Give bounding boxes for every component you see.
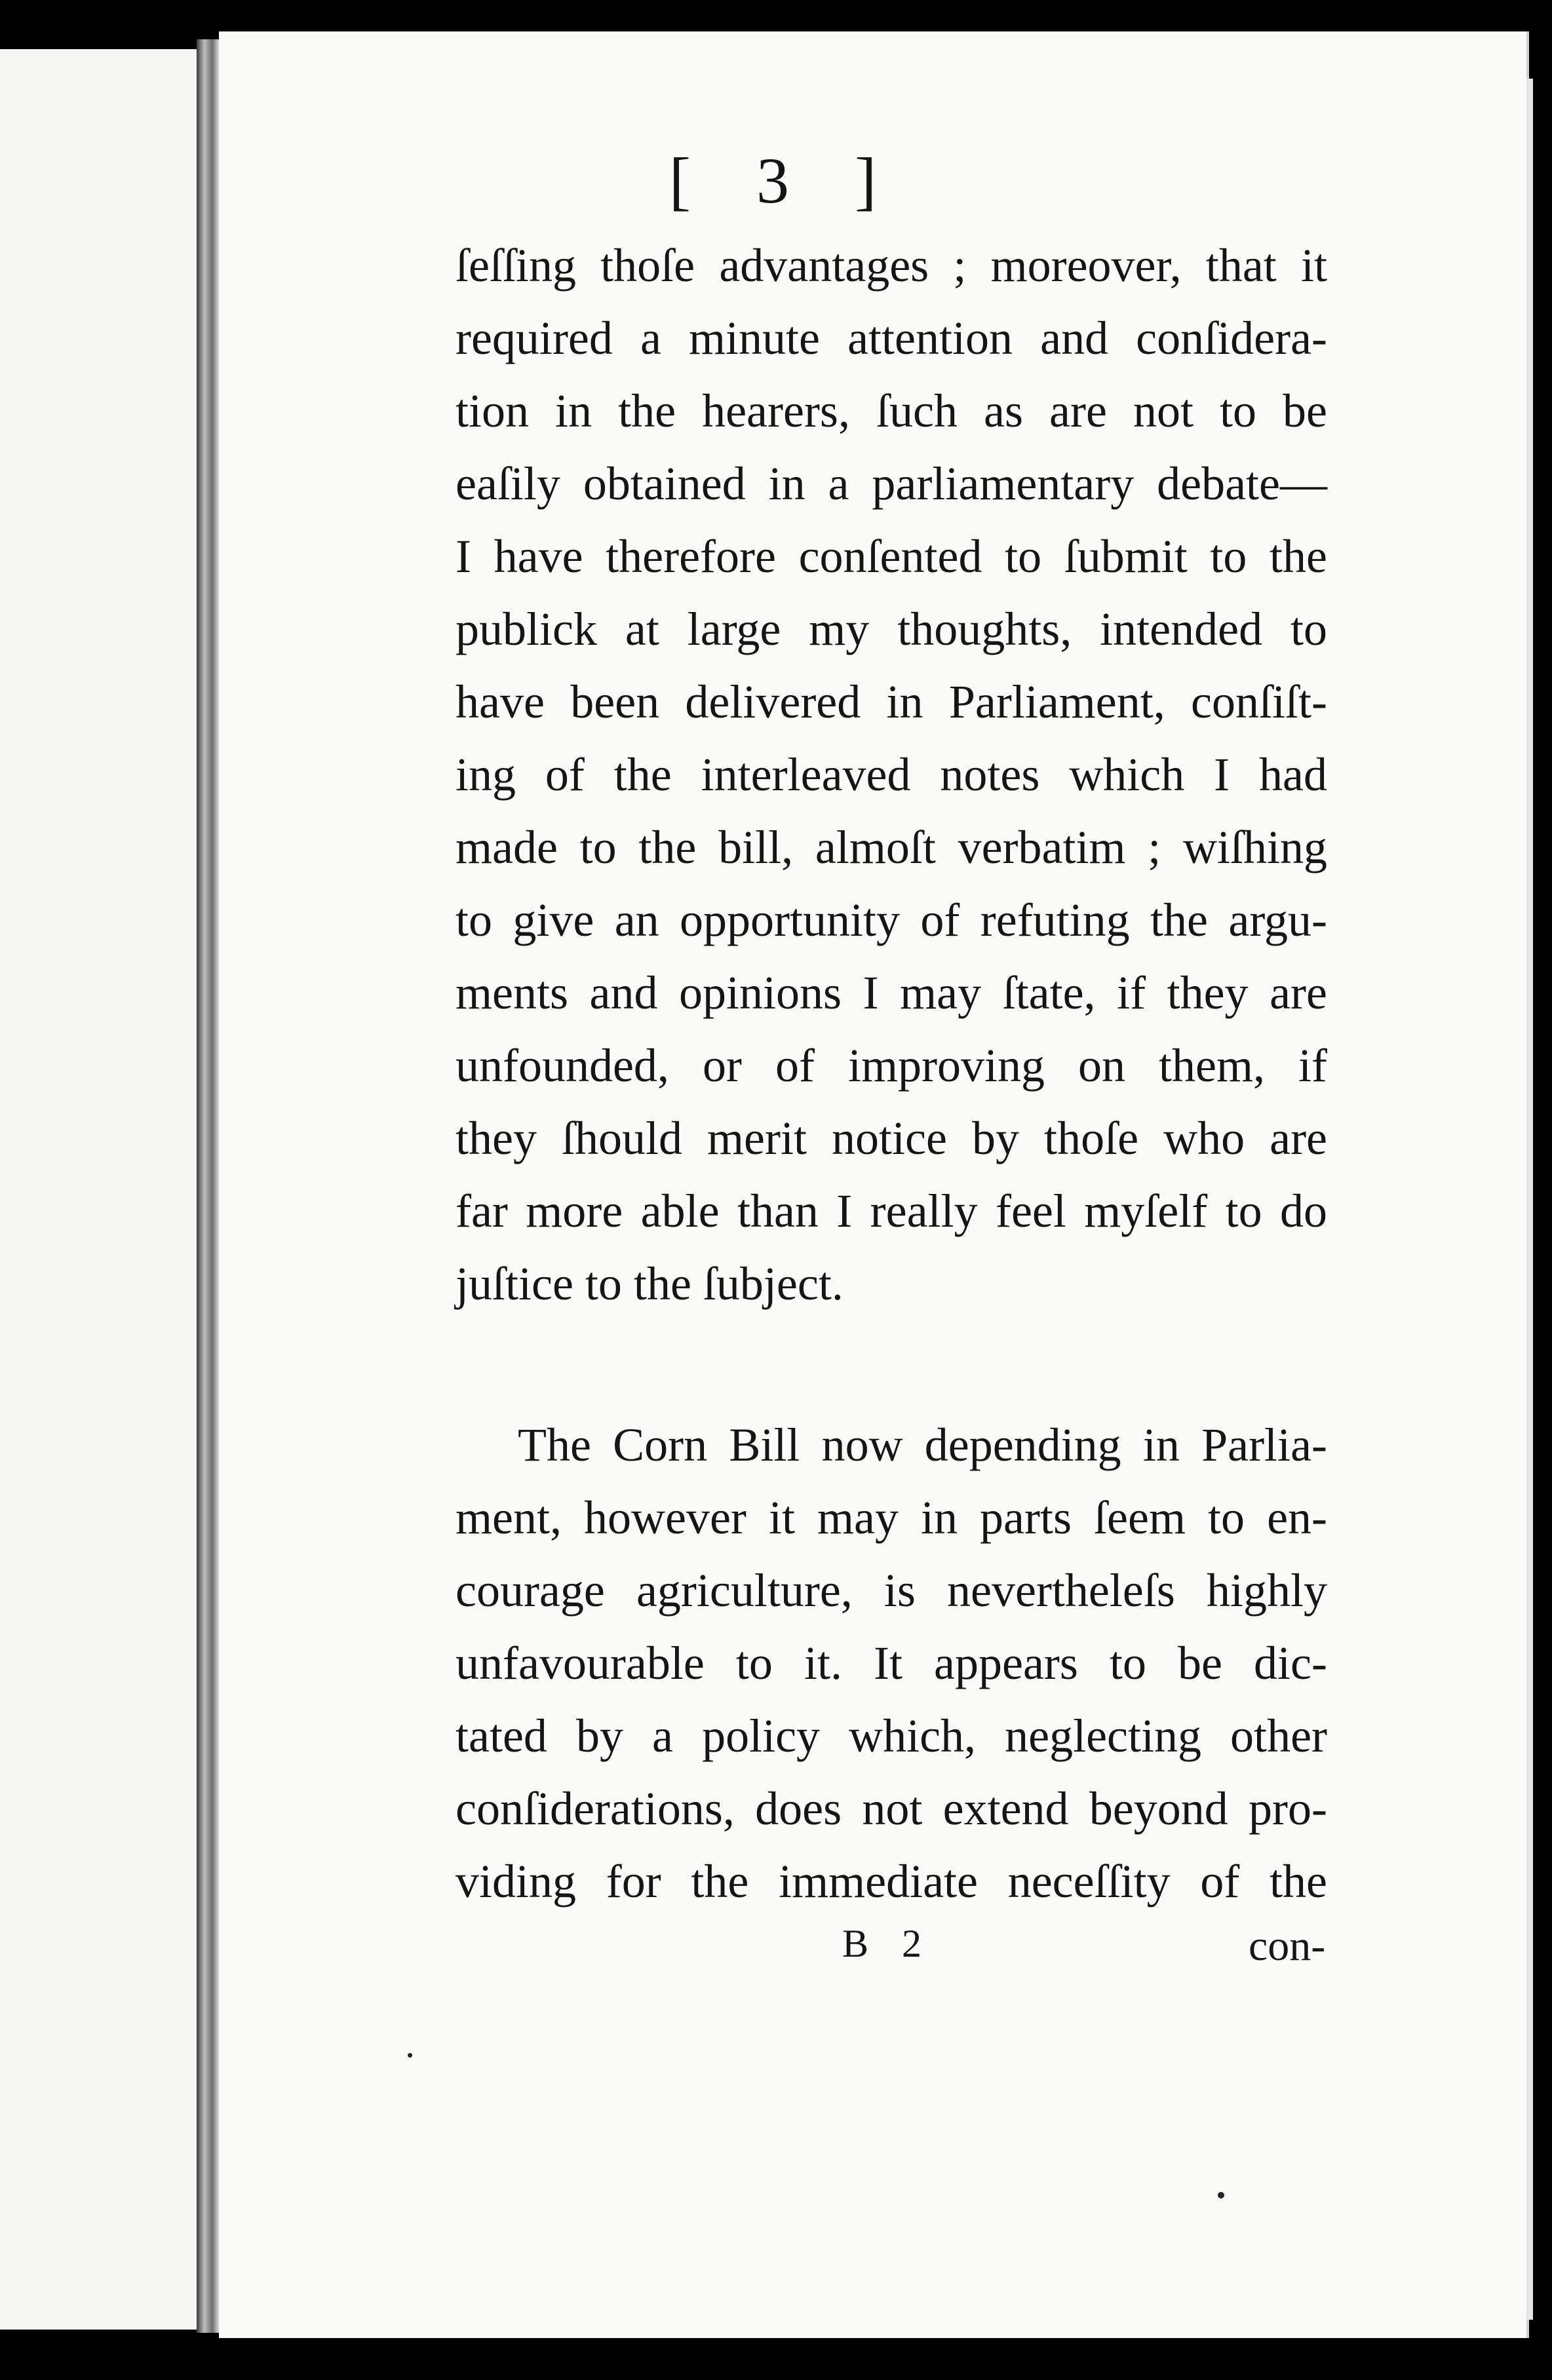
- text-line: conſiderations, does not extend beyond pro-: [456, 1782, 1327, 1835]
- text-line: tion in the hearers, ſuch as are not to be: [456, 385, 1327, 437]
- text-line: ſeſſing thoſe advantages ; moreover, that it: [456, 239, 1327, 292]
- text-line: ing of the interleaved notes which I had: [456, 748, 1327, 801]
- text-line: made to the bill, almoſt verbatim ; wiſhing: [456, 821, 1327, 873]
- text-line: unfavourable to it. It appears to be dic-: [456, 1637, 1327, 1689]
- text-line: ment, however it may in parts ſeem to en-: [456, 1491, 1327, 1544]
- page-edge: [1526, 79, 1533, 2320]
- text-line: required a minute attention and conſidera-: [456, 312, 1327, 364]
- text-line: publick at large my thoughts, intended to: [456, 603, 1327, 655]
- catchword: con-: [1249, 1922, 1326, 1970]
- ink-speck: [408, 2053, 412, 2058]
- left-page-blank: [0, 49, 197, 2330]
- text-line: ments and opinions I may ſtate, if they are: [456, 967, 1327, 1019]
- text-line: courage agriculture, is nevertheleſs highly: [456, 1564, 1327, 1617]
- printer-signature-mark: B 2: [842, 1922, 934, 1965]
- text-line: eaſily obtained in a parliamentary debate—: [456, 457, 1327, 510]
- paragraph-continuation: [456, 229, 1327, 1320]
- header-close-bracket: ]: [855, 144, 883, 217]
- text-line: tated by a policy which, neglecting other: [456, 1710, 1327, 1762]
- text-line: to give an opportunity of refuting the argu-: [456, 894, 1327, 946]
- page-number-header: [0, 143, 1552, 218]
- text-line: unfounded, or of improving on them, if: [456, 1039, 1327, 1092]
- header-open-bracket: [: [669, 144, 697, 217]
- page-number: 3: [756, 144, 796, 217]
- text-line: The Corn Bill now depending in Parlia-: [518, 1419, 1327, 1471]
- text-line: I have therefore conſented to ſubmit to the: [456, 530, 1327, 583]
- paragraph-corn-bill: [456, 1409, 1327, 1918]
- book-gutter: [197, 39, 219, 2333]
- text-line: have been delivered in Parliament, conſiſt-: [456, 676, 1327, 728]
- text-line: juſtice to the ſubject.: [456, 1257, 844, 1310]
- text-line: they ſhould merit notice by thoſe who are: [456, 1112, 1327, 1164]
- ink-speck: [1218, 2192, 1224, 2198]
- text-line: far more able than I really feel myſelf to do: [456, 1185, 1327, 1237]
- text-line: viding for the immediate neceſſity of the: [456, 1855, 1327, 1908]
